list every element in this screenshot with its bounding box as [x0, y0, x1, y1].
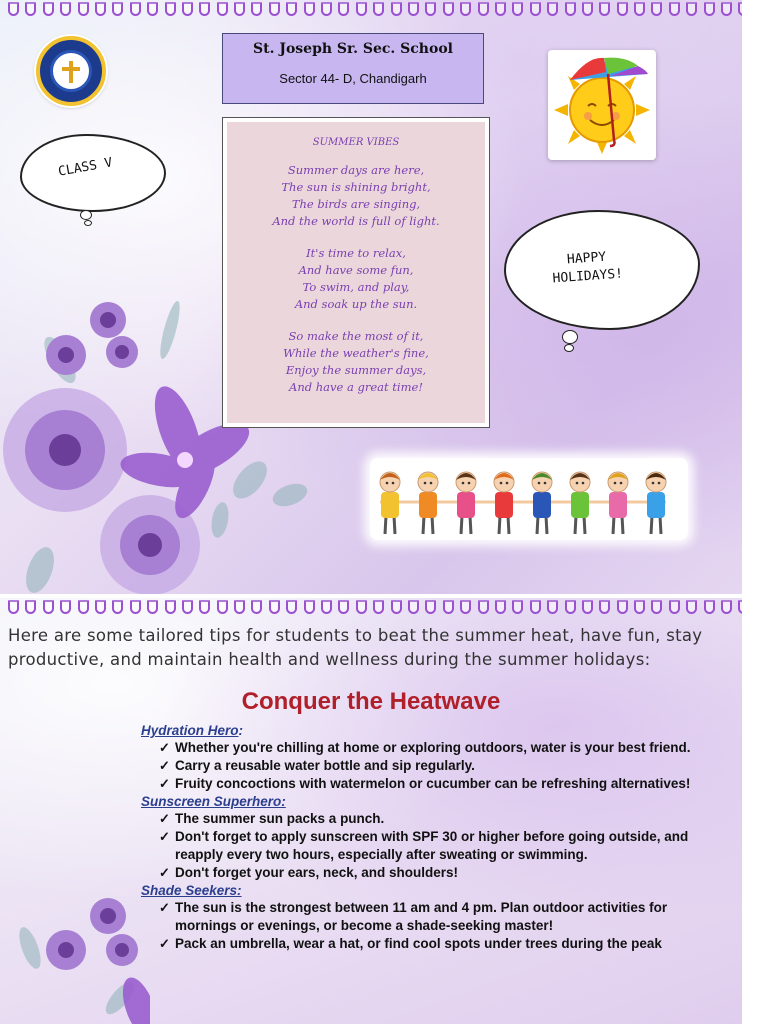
school-logo — [36, 36, 106, 106]
spiral-binding — [0, 598, 742, 620]
kids-illustration-frame — [370, 458, 688, 540]
binding-ring — [95, 600, 106, 614]
binding-ring — [251, 600, 262, 614]
binding-ring — [460, 2, 471, 16]
binding-ring — [304, 2, 315, 16]
binding-ring — [495, 600, 506, 614]
binding-ring — [60, 600, 71, 614]
poem-line: And the world is full of light. — [272, 214, 440, 228]
section-heading-sunscreen: Sunscreen Superhero: — [141, 794, 286, 809]
binding-ring — [25, 2, 36, 16]
binding-ring — [304, 600, 315, 614]
section-heading-hydration: Hydration Hero: — [141, 723, 244, 738]
binding-ring — [599, 2, 610, 16]
binding-ring — [617, 2, 628, 16]
binding-ring — [147, 600, 158, 614]
poem-line: The birds are singing, — [291, 197, 421, 211]
heatwave-title: Conquer the Heatwave — [241, 688, 501, 715]
binding-ring — [651, 600, 662, 614]
school-header — [222, 33, 484, 104]
poem-line: And have some fun, — [298, 263, 414, 277]
holiday-message: HAPPY HOLIDAYS! — [552, 249, 624, 287]
school-name: St. Joseph Sr. Sec. School — [253, 41, 453, 57]
binding-ring — [408, 2, 419, 16]
poem-line: The sun is shining bright, — [281, 180, 431, 194]
tip-item: ✓ The summer sun packs a punch. — [159, 811, 385, 826]
class-thought-bubble — [18, 130, 170, 230]
holiday-thought-bubble — [500, 206, 704, 361]
check-icon: ✓ — [159, 811, 170, 826]
binding-ring — [425, 600, 436, 614]
flower-decoration-bottom-left — [0, 888, 150, 1024]
binding-ring — [338, 2, 349, 16]
binding-ring — [25, 600, 36, 614]
binding-ring — [78, 2, 89, 16]
binding-ring — [269, 2, 280, 16]
binding-ring — [147, 2, 158, 16]
poem-line: While the weather's fine, — [283, 346, 429, 360]
binding-ring — [251, 2, 262, 16]
check-icon: ✓ — [159, 758, 170, 773]
binding-ring — [686, 600, 697, 614]
binding-ring — [495, 2, 506, 16]
poem-line: It's time to relax, — [306, 246, 406, 260]
binding-ring — [704, 600, 715, 614]
binding-ring — [686, 2, 697, 16]
binding-ring — [547, 600, 558, 614]
tip-item: ✓ Don't forget to apply sunscreen with SPF 30 or higher before going outside, and reapply every two hours, especially after sweating or swimming. — [159, 829, 689, 862]
cross-icon — [69, 61, 73, 83]
binding-ring — [582, 600, 593, 614]
tip-item: ✓ The sun is the strongest between 11 am and 4 pm. Plan outdoor activities for mornings or evenings, or become a shade-seeking master! — [159, 900, 668, 933]
class-label: CLASS V — [57, 155, 114, 180]
check-icon: ✓ — [159, 900, 170, 915]
poem-card — [222, 117, 490, 428]
sun-illustration-frame — [548, 50, 656, 160]
binding-ring — [8, 600, 19, 614]
binding-ring — [286, 600, 297, 614]
tip-item: ✓ Pack an umbrella, wear a hat, or find cool spots under trees during the peak — [159, 936, 662, 951]
binding-ring — [634, 600, 645, 614]
binding-ring — [356, 2, 367, 16]
binding-ring — [217, 2, 228, 16]
binding-ring — [530, 600, 541, 614]
binding-ring — [443, 600, 454, 614]
poem-content — [227, 122, 485, 423]
binding-ring — [165, 600, 176, 614]
binding-ring — [704, 2, 715, 16]
binding-ring — [460, 600, 471, 614]
binding-ring — [599, 600, 610, 614]
binding-ring — [95, 2, 106, 16]
binding-ring — [112, 600, 123, 614]
check-icon: ✓ — [159, 865, 170, 880]
check-icon: ✓ — [159, 740, 170, 755]
binding-ring — [234, 600, 245, 614]
binding-ring — [617, 600, 628, 614]
binding-ring — [669, 2, 680, 16]
poem-stanza — [227, 328, 485, 396]
binding-ring — [182, 600, 193, 614]
spiral-binding — [0, 0, 742, 22]
binding-ring — [338, 600, 349, 614]
binding-ring — [651, 2, 662, 16]
kids-holding-hands-icon — [370, 458, 688, 540]
logo-emblem — [50, 50, 92, 92]
tip-item: ✓ Carry a reusable water bottle and sip regularly. — [159, 758, 475, 773]
binding-ring — [43, 600, 54, 614]
binding-ring — [321, 2, 332, 16]
binding-ring — [721, 2, 732, 16]
binding-ring — [512, 2, 523, 16]
binding-ring — [60, 2, 71, 16]
binding-ring — [234, 2, 245, 16]
poem-line: So make the most of it, — [288, 329, 424, 343]
binding-ring — [8, 2, 19, 16]
poem-line: And have a great time! — [289, 380, 423, 394]
sun-umbrella-icon — [548, 50, 656, 160]
binding-ring — [391, 600, 402, 614]
intro-paragraph: Here are some tailored tips for students to beat the summer heat, have fun, stay productive, and maintain health and wellness during the summer holidays: — [8, 626, 703, 669]
binding-ring — [634, 2, 645, 16]
binding-ring — [199, 600, 210, 614]
binding-ring — [669, 600, 680, 614]
poem-stanza — [227, 245, 485, 313]
poem-title: SUMMER VIBES — [312, 137, 400, 148]
tip-item: ✓ Fruity concoctions with watermelon or cucumber can be refreshing alternatives! — [159, 776, 691, 791]
binding-ring — [582, 2, 593, 16]
binding-ring — [391, 2, 402, 16]
tip-item: ✓ Don't forget your ears, neck, and shoulders! — [159, 865, 459, 880]
binding-ring — [721, 600, 732, 614]
binding-ring — [373, 600, 384, 614]
poem-stanza — [227, 162, 485, 230]
binding-ring — [356, 600, 367, 614]
binding-ring — [478, 2, 489, 16]
newsletter-page-2 — [0, 598, 742, 1024]
school-address: Sector 44- D, Chandigarh — [279, 71, 427, 86]
check-icon: ✓ — [159, 776, 170, 791]
binding-ring — [373, 2, 384, 16]
binding-ring — [130, 2, 141, 16]
binding-ring — [112, 2, 123, 16]
check-icon: ✓ — [159, 936, 170, 951]
poem-line: Enjoy the summer days, — [285, 363, 427, 377]
tips-list — [141, 722, 721, 953]
binding-ring — [478, 600, 489, 614]
binding-ring — [321, 600, 332, 614]
binding-ring — [425, 2, 436, 16]
check-icon: ✓ — [159, 829, 170, 844]
tip-item: ✓ Whether you're chilling at home or exploring outdoors, water is your best friend. — [159, 740, 691, 755]
binding-ring — [165, 2, 176, 16]
binding-ring — [565, 600, 576, 614]
binding-ring — [286, 2, 297, 16]
poem-line: Summer days are here, — [287, 163, 425, 177]
binding-ring — [547, 2, 558, 16]
poem-line: To swim, and play, — [302, 280, 410, 294]
binding-ring — [217, 600, 228, 614]
poem-line: And soak up the sun. — [294, 297, 418, 311]
binding-ring — [78, 600, 89, 614]
binding-ring — [43, 2, 54, 16]
section-heading-shade: Shade Seekers: — [141, 883, 242, 898]
binding-ring — [408, 600, 419, 614]
binding-ring — [443, 2, 454, 16]
binding-ring — [130, 600, 141, 614]
binding-ring — [269, 600, 280, 614]
binding-ring — [512, 600, 523, 614]
binding-ring — [199, 2, 210, 16]
binding-ring — [182, 2, 193, 16]
binding-ring — [565, 2, 576, 16]
binding-ring — [530, 2, 541, 16]
